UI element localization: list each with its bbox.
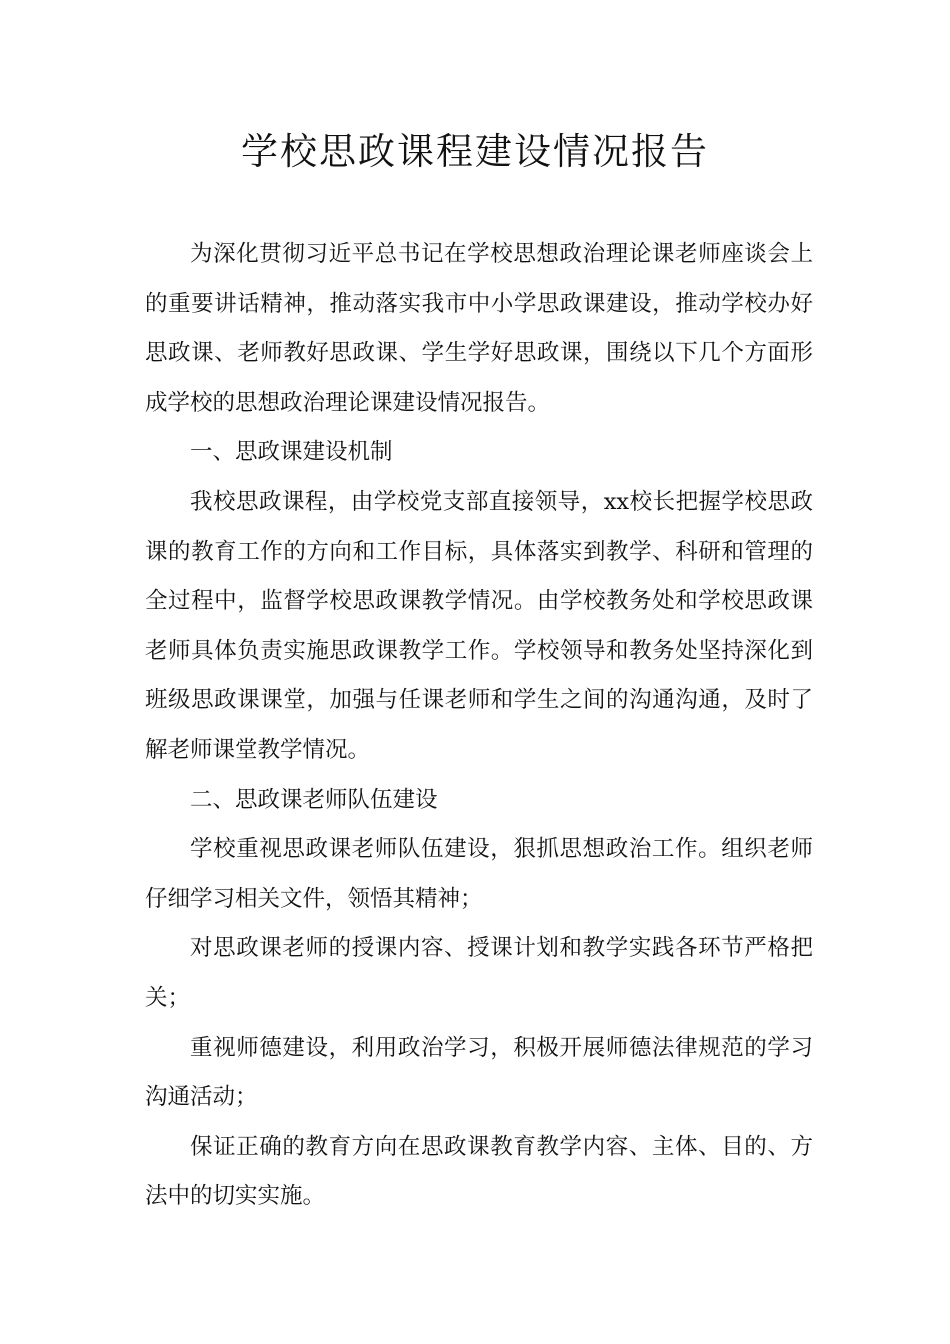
team-paragraph-2: 对思政课老师的授课内容、授课计划和教学实践各环节严格把关； bbox=[145, 935, 813, 1011]
document-title: 学校思政课程建设情况报告 bbox=[241, 130, 709, 173]
team-paragraph-4: 保证正确的教育方向在思政课教育教学内容、主体、目的、方法中的切实实施。 bbox=[145, 1133, 813, 1210]
team-paragraph-1: 学校重视思政课老师队伍建设，狠抓思想政治工作。组织老师仔细学习相关文件，领悟其精神； bbox=[145, 836, 813, 912]
team-paragraph-3: 重视师德建设，利用政治学习，积极开展师德法律规范的学习沟通活动； bbox=[145, 1034, 813, 1111]
section-heading-2: 二、思政课老师队伍建设 bbox=[190, 786, 438, 813]
section-heading-1: 一、思政课建设机制 bbox=[190, 439, 393, 466]
intro-paragraph: 为深化贯彻习近平总书记在学校思想政治理论课老师座谈会上的重要讲话精神，推动落实我市中小学思政课建设，推动学校办好思政课、老师教好思政课、学生学好思政课，围绕以下几个方面形成学校的思想政治理论课建设情况报告。 bbox=[145, 241, 813, 416]
mechanism-paragraph: 我校思政课程，由学校党支部直接领导，xx校长把握学校思政课的教育工作的方向和工作目标，具体落实到教学、科研和管理的全过程中，监督学校思政课教学情况。由学校教务处和学校思政课老师具体负责实施思政课教学工作。学校领导和教务处坚持深化到班级思政课课堂，加强与任课老师和学生之间的沟通沟通，及时了解老师课堂教学情况。 bbox=[145, 488, 813, 763]
document-body bbox=[145, 230, 813, 1222]
